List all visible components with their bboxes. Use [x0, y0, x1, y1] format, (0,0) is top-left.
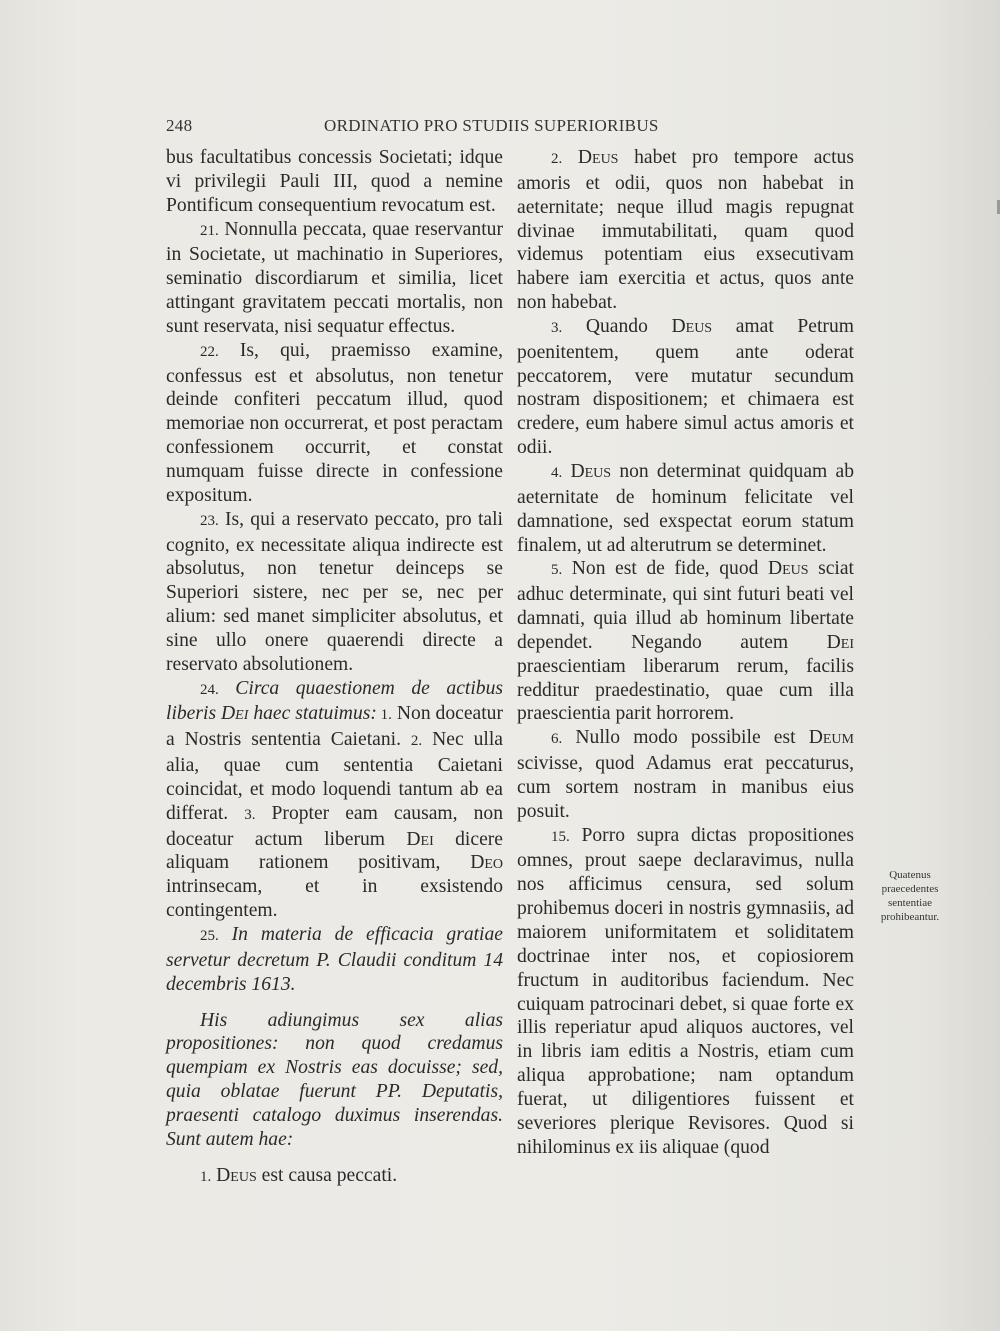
paragraph-text: intrinsecam, et in exsistendo contingentem.: [166, 876, 503, 922]
paragraph-21: [166, 218, 503, 339]
divine-name: Deus: [577, 147, 619, 168]
paragraph-23: [166, 508, 503, 677]
margin-note-line: Quatenus: [889, 869, 931, 881]
paragraph-number: 22.: [200, 343, 219, 360]
divine-name: Deo: [470, 852, 503, 874]
paragraph-number: 25.: [200, 928, 219, 944]
paragraph-text: Nullo modo possibile est: [562, 727, 809, 749]
divine-name: Dei: [826, 631, 854, 653]
paragraph-text: Nonnulla peccata, quae reservantur in Societate, ut machinatio in Superiores, seminatio discordiarum et similia, licet attingant gravitatem peccati mortalis, non sunt reservata, nisi sequatur effectus.: [166, 218, 503, 337]
item-number: 5.: [551, 562, 563, 579]
divine-name: Dei: [221, 703, 249, 725]
paragraph-text: Quando: [562, 315, 672, 337]
paragraph-continued: bus facultatibus concessis Societati; idque vi privilegii Pauli III, quod a nemine Pontificum consequentium revocatum est.: [166, 147, 503, 216]
proposition-2: [517, 146, 854, 315]
italic-text: Circa quaestionem de actibus liberis: [166, 677, 503, 725]
paragraph-24: [166, 677, 503, 923]
item-number: 2.: [551, 151, 563, 167]
paragraph-his-adiungimus: His adiungimus sex alias propositiones: non quod credamus quempiam ex Nostris eas docuisse; sed, quia oblatae fuerunt PP. Deputatis, praesenti catalogo duximus inserendas. Sunt autem hae:: [166, 1009, 503, 1150]
running-title: ORDINATIO PRO STUDIIS SUPERIORIBUS: [324, 116, 659, 135]
proposition-6: [517, 726, 854, 823]
italic-text: haec statuimus:: [248, 703, 377, 725]
margin-note-line: prohibeantur.: [880, 911, 940, 923]
paragraph-number: 15.: [551, 828, 570, 845]
paragraph-text: Non doceatur a Nostris sententia Caietani.: [166, 703, 503, 751]
paragraph-text: Is, qui a reservato peccato, pro tali cognito, ex necessitate aliqua indirecte est absolutus, non tenetur deinceps se Superiori sistere, nec per se, nec per alium: sed manet simpliciter absolutus, et sine ullo onere quaerendi directe a reservato absolutionem.: [166, 508, 503, 675]
item-number: 1.: [200, 1168, 212, 1185]
left-column: [166, 146, 503, 1189]
paragraph-text: Propter eam causam, non doceatur actum liberum: [166, 802, 503, 850]
paragraph-text: Is, qui, praemisso examine, confessus est et absolutus, non tenetur deinde confiteri peccatum illud, quod memoriae non occurrerat, et post peractam confessionem occurrit, et constat numquam fuisse directe in confessione expositum.: [166, 339, 503, 506]
item-number: 3.: [244, 806, 256, 823]
paragraph-text: In materia de efficacia gratiae servetur decretum P. Claudii conditum 14 decembris 1613.: [166, 924, 503, 995]
item-number: 2.: [410, 733, 423, 750]
divine-name: Deus: [570, 460, 612, 482]
proposition-5: [517, 557, 854, 726]
paragraph-25: [166, 923, 503, 997]
paragraph-text: amat Petrum poenitentem, quem ante oderat peccatorem, vere mutatur secundum nostram dispositionem; et chimaera est credere, eum habere simul actus amoris et odii.: [517, 315, 854, 459]
divine-name: Deum: [808, 727, 854, 749]
item-number: 6.: [551, 731, 563, 748]
paragraph-text: Nec ulla alia, quae cum sententia Caietani coincidat, et modo loquendi tantum ab ea differat.: [166, 729, 503, 824]
item-number: 4.: [551, 464, 563, 481]
paragraph-text: Porro supra dictas propositiones omnes, prout saepe declaravimus, nulla nos afficimus censura, sed solum prohibemus doceri in nostris gymnasiis, ad maiorem uniformitatem et soliditatem doctrinae inter nos, et copiosiorem fructum in auditoribus faciendum. Nec cuiquam patrocinari debet, si quae forte ex illis reperiatur apud aliquos auctores, vel in libris iam editis a Nostris, etiam cum aliqua approbatione; nam optandum fuerat, ut diligentiores fuissent et severiores plerique Revisores. Quod si nihilominus ex iis aliquae (quod: [517, 824, 854, 1158]
divine-name: Deus: [671, 315, 713, 337]
margin-note-line: praecedentes: [881, 883, 939, 895]
item-number: 3.: [551, 319, 563, 336]
proposition-1: [166, 1164, 503, 1190]
paragraph-text: dicere aliquam rationem positivam,: [166, 828, 503, 874]
divine-name: Deus: [767, 558, 809, 580]
page-number: 248: [166, 116, 193, 135]
paragraph-22: [166, 339, 503, 508]
running-head: [166, 116, 854, 140]
paragraph-text: sciat adhuc determinate, qui sint futuri beati vel damnati, quia illud ab hominum libertate dependet. Negando autem: [517, 558, 854, 653]
proposition-4: [517, 460, 854, 557]
paragraph-text: Non est de fide, quod: [562, 558, 768, 580]
paragraph-text: praescientiam liberarum rerum, facilis redditur praedestinatio, quae cum illa praescientia parit horrorem.: [517, 655, 854, 725]
item-number: 1.: [376, 707, 392, 724]
paragraph-number: 21.: [200, 222, 219, 239]
paragraph-text: habet pro tempore actus amoris et odii, quos non habebat in aeternitate; neque illud magis repugnat divinae immutabilitati, quam quod videmus potentiam eius exsecutivam habere iam exercitia et actus, quos ante non habebat.: [517, 147, 854, 314]
paragraph-text: scivisse, quod Adamus erat peccaturus, cum sortem nostram in manibus eius posuit.: [517, 753, 854, 822]
divine-name: Dei: [406, 828, 434, 850]
right-column: [517, 146, 854, 1159]
proposition-3: [517, 315, 854, 460]
margin-note-line: sententiae: [888, 897, 932, 909]
paragraph-number: 23.: [200, 512, 219, 529]
paragraph-text: est causa peccati.: [256, 1164, 398, 1186]
paragraph-text: non determinat quidquam ab aeternitate de hominum felicitate vel damnatione, sed exspectat eorum statum finalem, ut ad alterutrum se determinet.: [517, 460, 855, 556]
paragraph-number: 24.: [200, 681, 219, 698]
paragraph-15: [517, 824, 854, 1160]
divine-name: Deus: [216, 1164, 257, 1186]
margin-note: [870, 868, 950, 924]
